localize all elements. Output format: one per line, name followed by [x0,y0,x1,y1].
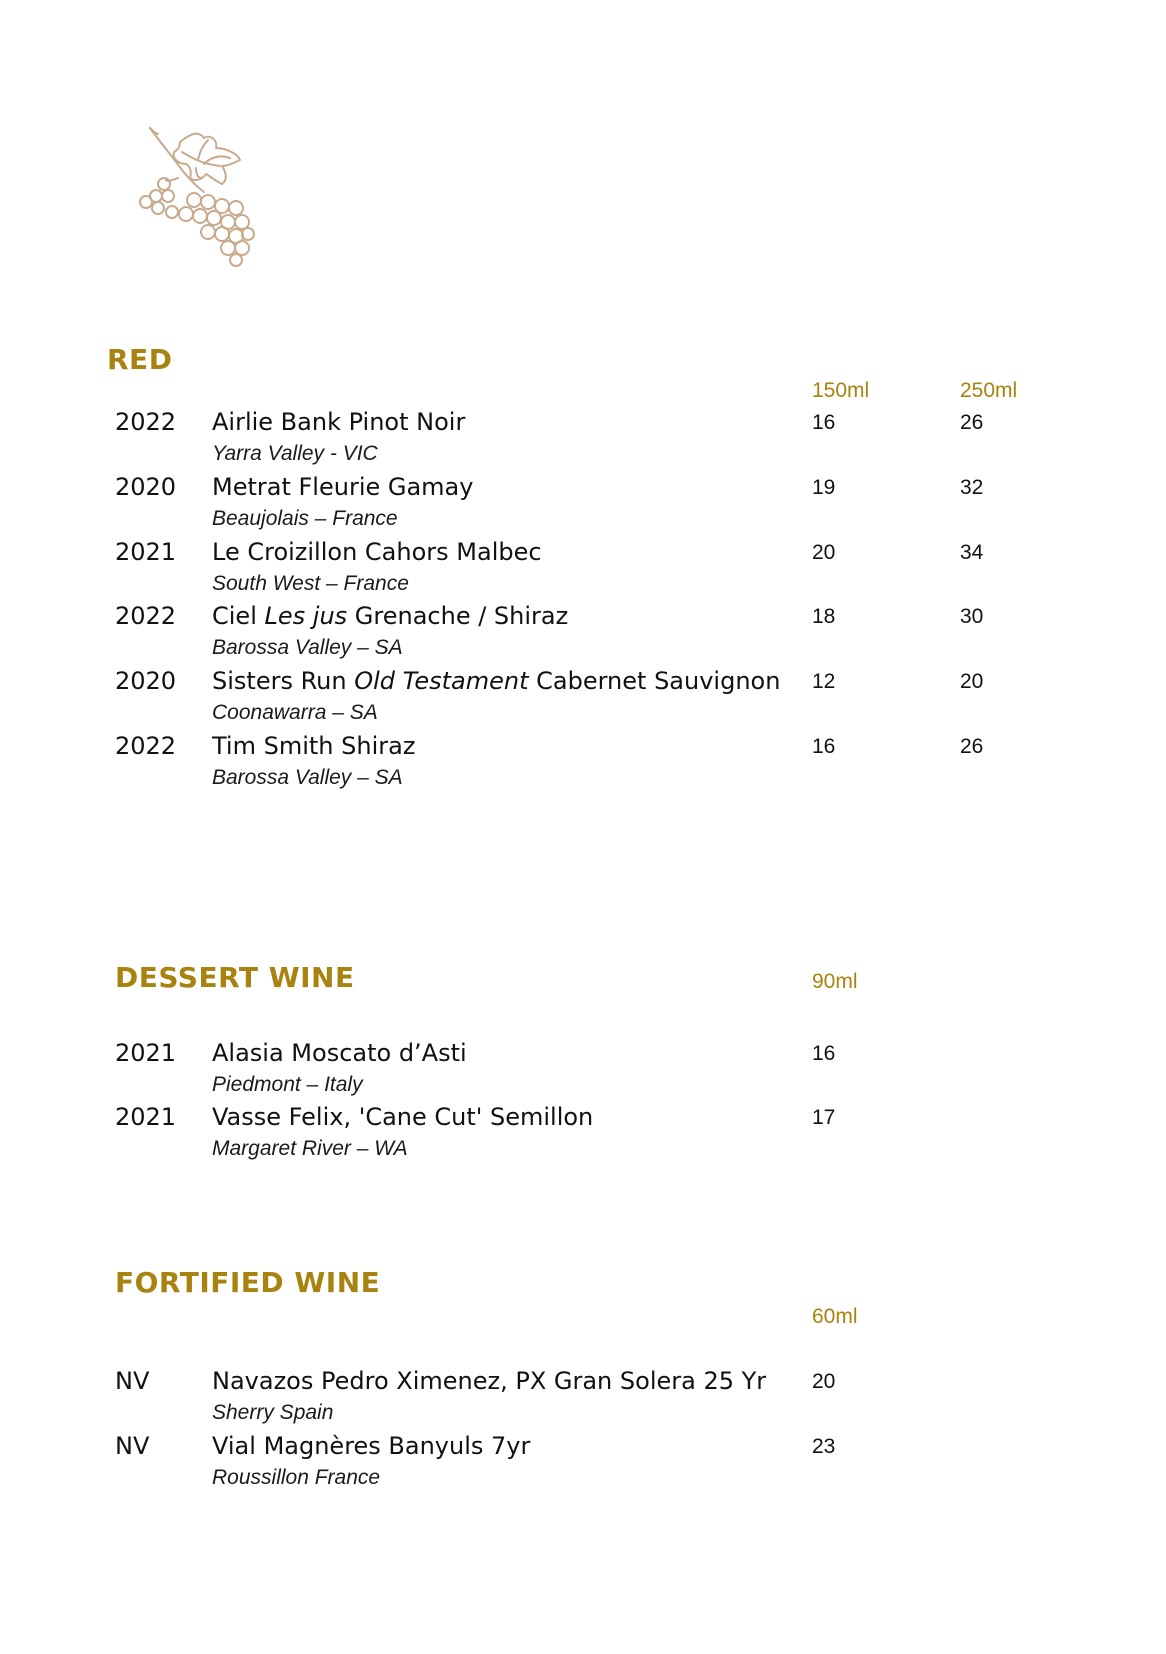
section-title-red: RED [107,343,173,376]
wine-price-250ml: 30 [960,605,984,628]
wine-price-150ml: 19 [812,476,836,499]
wine-region: Barossa Valley – SA [212,636,403,659]
wine-row [0,1103,1166,1165]
wine-price-150ml: 16 [812,735,836,758]
wine-name: Airlie Bank Pinot Noir [212,408,466,436]
wine-price-250ml: 20 [960,670,984,693]
wine-name-end: Grenache / Shiraz [347,602,569,630]
wine-name-start: Sisters Run [212,667,355,695]
red-size-150ml: 150ml [812,379,870,402]
wine-region: Barossa Valley – SA [212,766,403,789]
section-title-fortified-wine: FORTIFIED WINE [115,1266,381,1299]
wine-region: Sherry Spain [212,1401,334,1424]
wine-price-250ml: 34 [960,541,984,564]
fortified-size-60ml: 60ml [812,1305,858,1328]
wine-name [212,602,568,630]
wine-region: Beaujolais – France [212,507,398,530]
wine-name-end: Cabernet Sauvignon [528,667,781,695]
wine-price-150ml: 20 [812,541,836,564]
wine-row [0,408,1166,470]
grape-vine-icon [138,120,268,270]
wine-row [0,538,1166,600]
wine-year: 2022 [115,732,177,760]
wine-price-150ml: 16 [812,411,836,434]
wine-row [0,1432,1166,1494]
wine-price-150ml: 18 [812,605,836,628]
wine-region: Piedmont – Italy [212,1073,363,1096]
wine-name: Vial Magnères Banyuls 7yr [212,1432,531,1460]
wine-row [0,1039,1166,1101]
wine-region: Margaret River – WA [212,1137,408,1160]
wine-price-250ml: 26 [960,735,984,758]
wine-year: 2022 [115,602,177,630]
wine-name: Navazos Pedro Ximenez, PX Gran Solera 25 Yr [212,1367,767,1395]
wine-name-italic: Les jus [264,602,348,630]
wine-name-italic: Old Testament [354,667,529,695]
wine-row [0,1367,1166,1429]
wine-year: 2021 [115,538,177,566]
wine-row [0,602,1166,664]
wine-year: 2020 [115,667,177,695]
wine-year: NV [115,1367,150,1395]
wine-name: Tim Smith Shiraz [212,732,416,760]
wine-price-60ml: 20 [812,1370,836,1393]
wine-region: South West – France [212,572,409,595]
wine-name: Metrat Fleurie Gamay [212,473,474,501]
wine-price-250ml: 26 [960,411,984,434]
wine-row [0,667,1166,729]
wine-year: 2021 [115,1103,177,1131]
wine-price-90ml: 16 [812,1042,836,1065]
wine-price-150ml: 12 [812,670,836,693]
wine-name [212,667,780,695]
wine-name: Vasse Felix, 'Cane Cut' Semillon [212,1103,594,1131]
wine-row [0,473,1166,535]
wine-year: 2021 [115,1039,177,1067]
wine-name: Alasia Moscato d’Asti [212,1039,467,1067]
dessert-size-90ml: 90ml [812,970,858,993]
wine-year: NV [115,1432,150,1460]
section-title-dessert-wine: DESSERT WINE [115,961,355,994]
wine-name: Le Croizillon Cahors Malbec [212,538,542,566]
wine-price-90ml: 17 [812,1106,836,1129]
wine-price-250ml: 32 [960,476,984,499]
wine-region: Yarra Valley - VIC [212,442,378,465]
wine-row [0,732,1166,794]
wine-year: 2020 [115,473,177,501]
red-size-250ml: 250ml [960,379,1018,402]
wine-year: 2022 [115,408,177,436]
wine-price-60ml: 23 [812,1435,836,1458]
wine-name-start: Ciel [212,602,265,630]
wine-region: Coonawarra – SA [212,701,378,724]
wine-region: Roussillon France [212,1466,381,1489]
